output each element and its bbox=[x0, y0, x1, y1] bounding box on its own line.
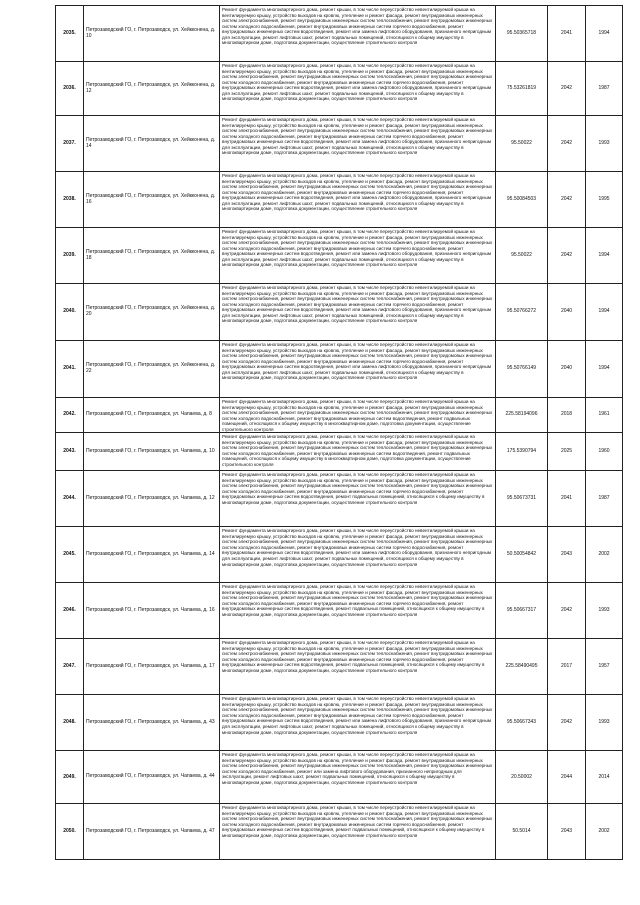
row-construction-year: 2002 bbox=[586, 804, 623, 860]
table-row bbox=[56, 433, 623, 471]
row-address: Петрозаводский ГО, г. Петрозаводск, ул. Хейкконена, д. 12 bbox=[84, 62, 220, 116]
row-planned-year: 2025 bbox=[548, 433, 586, 471]
row-planned-year: 2042 bbox=[548, 62, 586, 116]
row-works-list: Ремонт фундамента многоквартирного дома, ремонт крыши, в том числе переустройство невентилируемой крыши на вентилируемую крышу, устройство выходов на кровлю, утепление и ремонт фасада, ремонт внутридомовых инженерных систем электроснабжения, ремонт внутридомовых инженерных систем теплоснабжения, ремонт внутридомовых инженерных систем холодного водоснабжения, ремонт внутридомовых инженерных систем горячего водоснабжения, ремонт внутридомовых инженерных систем водоотведения, ремонт подвальных помещений, относящихся к общему имуществу в многоквартирном доме, подготовка документации, осуществление строительного контроля bbox=[220, 583, 496, 639]
table-row bbox=[56, 471, 623, 527]
row-planned-year: 2018 bbox=[548, 398, 586, 433]
row-works-list: Ремонт фундамента многоквартирного дома, ремонт крыши, в том числе переустройство невентилируемой крыши на вентилируемую крышу, устройство выходов на кровлю, утепление и ремонт фасада, ремонт внутридомовых инженерных систем электроснабжения, ремонт внутридомовых инженерных систем теплоснабжения, ремонт внутридомовых инженерных систем холодного водоснабжения, ремонт внутридомовых инженерных систем горячего водоснабжения, ремонт внутридомовых инженерных систем водоотведения, ремонт или замена лифтового оборудования, признанного непригодным для эксплуатации, ремонт лифтовых шахт, ремонт подвальных помещений, относящихся к общему имуществу в многоквартирном доме, подготовка документации, осуществление строительного контроля bbox=[220, 527, 496, 583]
row-planned-year: 2040 bbox=[548, 341, 586, 398]
row-number: 2050. bbox=[56, 804, 84, 860]
row-planned-year: 2042 bbox=[548, 583, 586, 639]
row-cost: 50.5014 bbox=[496, 804, 548, 860]
row-number: 2035. bbox=[56, 6, 84, 62]
table-row bbox=[56, 639, 623, 695]
row-address: Петрозаводский ГО, г. Петрозаводск, ул. Чапаева, д. 43 bbox=[84, 695, 220, 751]
row-cost: 95.50766149 bbox=[496, 341, 548, 398]
row-works-list: Ремонт фундамента многоквартирного дома, ремонт крыши, в том числе переустройство невентилируемой крыши на вентилируемую крышу, устройство выходов на кровлю, утепление и ремонт фасада, ремонт внутридомовых инженерных систем электроснабжения, ремонт внутридомовых инженерных систем теплоснабжения, ремонт внутридомовых инженерных систем холодного водоснабжения, ремонт внутридомовых инженерных систем горячего водоснабжения, ремонт внутридомовых инженерных систем водоотведения, ремонт или замена лифтового оборудования, признанного непригодным для эксплуатации, ремонт лифтовых шахт, ремонт подвальных помещений, относящихся к общему имуществу в многоквартирном доме, подготовка документации, осуществление строительного контроля bbox=[220, 284, 496, 341]
row-planned-year: 2017 bbox=[548, 639, 586, 695]
row-construction-year: 2014 bbox=[586, 751, 623, 804]
row-address: Петрозаводский ГО, г. Петрозаводск, ул. Хейкконена, д. 20 bbox=[84, 284, 220, 341]
row-address: Петрозаводский ГО, г. Петрозаводск, ул. Чапаева, д. 14 bbox=[84, 527, 220, 583]
row-works-list: Ремонт фундамента многоквартирного дома, ремонт крыши, в том числе переустройство невентилируемой крыши на вентилируемую крышу, устройство выходов на кровлю, утепление и ремонт фасада, ремонт внутридомовых инженерных систем электроснабжения, ремонт внутридомовых инженерных систем теплоснабжения, ремонт внутридомовых инженерных систем холодного водоснабжения, ремонт внутридомовых инженерных систем горячего водоснабжения, ремонт внутридомовых инженерных систем водоотведения, ремонт или замена лифтового оборудования, признанного непригодным для эксплуатации, ремонт лифтовых шахт, ремонт подвальных помещений, относящихся к общему имуществу в многоквартирном доме, подготовка документации, осуществление строительного контроля bbox=[220, 695, 496, 751]
row-address: Петрозаводский ГО, г. Петрозаводск, ул. Чапаева, д. 44 bbox=[84, 751, 220, 804]
row-address: Петрозаводский ГО, г. Петрозаводск, ул. Чапаева, д. 16 bbox=[84, 583, 220, 639]
row-address: Петрозаводский ГО, г. Петрозаводск, ул. Хейкконена, д. 18 bbox=[84, 228, 220, 284]
table-row bbox=[56, 116, 623, 172]
row-address: Петрозаводский ГО, г. Петрозаводск, ул. Чапаева, д. 47 bbox=[84, 804, 220, 860]
row-construction-year: 1987 bbox=[586, 62, 623, 116]
row-works-list: Ремонт фундамента многоквартирного дома, ремонт крыши, в том числе переустройство невентилируемой крыши на вентилируемую крышу, устройство выходов на кровлю, утепление и ремонт фасада, ремонт внутридомовых инженерных систем электроснабжения, ремонт внутридомовых инженерных систем теплоснабжения, ремонт внутридомовых инженерных систем холодного водоснабжения, ремонт внутридомовых инженерных систем горячего водоснабжения, ремонт внутридомовых инженерных систем водоотведения, ремонт или замена лифтового оборудования, признанного непригодным для эксплуатации, ремонт лифтовых шахт, ремонт подвальных помещений, относящихся к общему имуществу в многоквартирном доме, подготовка документации, осуществление строительного контроля bbox=[220, 116, 496, 172]
row-cost: 20.50002 bbox=[496, 751, 548, 804]
row-address: Петрозаводский ГО, г. Петрозаводск, ул. Хейкконена, д. 14 bbox=[84, 116, 220, 172]
row-works-list: Ремонт фундамента многоквартирного дома, ремонт крыши, в том числе переустройство невентилируемой крыши на вентилируемую крышу, устройство выходов на кровлю, утепление и ремонт фасада, ремонт внутридомовых инженерных систем электроснабжения, ремонт внутридомовых инженерных систем теплоснабжения, ремонт внутридомовых инженерных систем холодного водоснабжения, ремонт внутридомовых инженерных систем горячего водоснабжения, ремонт внутридомовых инженерных систем водоотведения, ремонт или замена лифтового оборудования, признанного непригодным для эксплуатации, ремонт лифтовых шахт, ремонт подвальных помещений, относящихся к общему имуществу в многоквартирном доме, подготовка документации, осуществление строительного контроля bbox=[220, 341, 496, 398]
document-page bbox=[55, 5, 622, 860]
table-row bbox=[56, 284, 623, 341]
row-construction-year: 1957 bbox=[586, 639, 623, 695]
row-cost: 75.53261819 bbox=[496, 62, 548, 116]
table-row bbox=[56, 228, 623, 284]
table-row bbox=[56, 695, 623, 751]
row-number: 2040. bbox=[56, 284, 84, 341]
row-planned-year: 2043 bbox=[548, 527, 586, 583]
row-planned-year: 2042 bbox=[548, 172, 586, 228]
table-row bbox=[56, 172, 623, 228]
row-number: 2049. bbox=[56, 751, 84, 804]
row-cost: 95.50766272 bbox=[496, 284, 548, 341]
row-number: 2047. bbox=[56, 639, 84, 695]
row-works-list: Ремонт фундамента многоквартирного дома, ремонт крыши, в том числе переустройство невентилируемой крыши на вентилируемую крышу, устройство выходов на кровлю, утепление и ремонт фасада, ремонт внутридомовых инженерных систем электроснабжения, ремонт внутридомовых инженерных систем теплоснабжения, ремонт внутридомовых инженерных систем холодного водоснабжения, ремонт внутридомовых инженерных систем горячего водоснабжения, ремонт внутридомовых инженерных систем водоотведения, ремонт подвальных помещений, относящихся к общему имуществу в многоквартирном доме, подготовка документации, осуществление строительного контроля bbox=[220, 639, 496, 695]
row-number: 2037. bbox=[56, 116, 84, 172]
row-construction-year: 1993 bbox=[586, 695, 623, 751]
table-row bbox=[56, 398, 623, 433]
table-row bbox=[56, 62, 623, 116]
row-cost: 50.50054842 bbox=[496, 527, 548, 583]
row-planned-year: 2043 bbox=[548, 804, 586, 860]
row-planned-year: 2041 bbox=[548, 6, 586, 62]
row-address: Петрозаводский ГО, г. Петрозаводск, ул. Чапаева, д. 12 bbox=[84, 471, 220, 527]
row-planned-year: 2041 bbox=[548, 471, 586, 527]
row-planned-year: 2044 bbox=[548, 751, 586, 804]
table-row bbox=[56, 751, 623, 804]
row-cost: 95.50365718 bbox=[496, 6, 548, 62]
row-number: 2039. bbox=[56, 228, 84, 284]
row-works-list: Ремонт фундамента многоквартирного дома, ремонт крыши, в том числе переустройство невентилируемой крыши на вентилируемую крышу, устройство выходов на кровлю, утепление и ремонт фасада, ремонт внутридомовых инженерных систем электроснабжения, ремонт внутридомовых инженерных систем теплоснабжения, ремонт внутридомовых инженерных систем холодного водоснабжения, ремонт внутридомовых инженерных систем водоотведения, ремонт подвальных помещений, относящихся к общему имуществу в многоквартирном доме, подготовка документации, осуществление строительного контроля bbox=[220, 398, 496, 433]
row-number: 2044. bbox=[56, 471, 84, 527]
row-planned-year: 2042 bbox=[548, 228, 586, 284]
row-number: 2046. bbox=[56, 583, 84, 639]
row-construction-year: 2002 bbox=[586, 527, 623, 583]
table-row bbox=[56, 6, 623, 62]
row-address: Петрозаводский ГО, г. Петрозаводск, ул. Хейкконена, д. 22 bbox=[84, 341, 220, 398]
row-construction-year: 1994 bbox=[586, 284, 623, 341]
row-works-list: Ремонт фундамента многоквартирного дома, ремонт крыши, в том числе переустройство невентилируемой крыши на вентилируемую крышу, устройство выходов на кровлю, утепление и ремонт фасада, ремонт внутридомовых инженерных систем электроснабжения, ремонт внутридомовых инженерных систем теплоснабжения, ремонт внутридомовых инженерных систем холодного водоснабжения, ремонт внутридомовых инженерных систем горячего водоснабжения, ремонт внутридомовых инженерных систем водоотведения, ремонт или замена лифтового оборудования, признанного непригодным для эксплуатации, ремонт лифтовых шахт, ремонт подвальных помещений, относящихся к общему имуществу в многоквартирном доме, подготовка документации, осуществление строительного контроля bbox=[220, 172, 496, 228]
row-works-list: Ремонт фундамента многоквартирного дома, ремонт крыши, в том числе переустройство невентилируемой крыши на вентилируемую крышу, устройство выходов на кровлю, утепление и ремонт фасада, ремонт внутридомовых инженерных систем электроснабжения, ремонт внутридомовых инженерных систем теплоснабжения, ремонт внутридомовых инженерных систем холодного водоснабжения, ремонт внутридомовых инженерных систем горячего водоснабжения, ремонт внутридомовых инженерных систем водоотведения, ремонт или замена лифтового оборудования, признанного непригодным для эксплуатации, ремонт лифтовых шахт, ремонт подвальных помещений, относящихся к общему имуществу в многоквартирном доме, подготовка документации, осуществление строительного контроля bbox=[220, 228, 496, 284]
row-number: 2036. bbox=[56, 62, 84, 116]
row-cost: 225.58490495 bbox=[496, 639, 548, 695]
row-number: 2045. bbox=[56, 527, 84, 583]
row-number: 2041. bbox=[56, 341, 84, 398]
row-number: 2043. bbox=[56, 433, 84, 471]
row-cost: 95.50673731 bbox=[496, 471, 548, 527]
row-construction-year: 1961 bbox=[586, 398, 623, 433]
row-construction-year: 1960 bbox=[586, 433, 623, 471]
row-construction-year: 1987 bbox=[586, 471, 623, 527]
row-planned-year: 2042 bbox=[548, 116, 586, 172]
row-works-list: Ремонт фундамента многоквартирного дома, ремонт крыши, в том числе переустройство невентилируемой крыши на вентилируемую крышу, устройство выходов на кровлю, утепление и ремонт фасада, ремонт внутридомовых инженерных систем электроснабжения, ремонт внутридомовых инженерных систем теплоснабжения, ремонт внутридомовых инженерных систем холодного водоснабжения, ремонт внутридомовых инженерных систем горячего водоснабжения, ремонт внутридомовых инженерных систем водоотведения, ремонт подвальных помещений, относящихся к общему имуществу в многоквартирном доме, подготовка документации, осуществление строительного контроля bbox=[220, 471, 496, 527]
row-works-list: Ремонт фундамента многоквартирного дома, ремонт крыши, в том числе переустройство невентилируемой крыши на вентилируемую крышу, устройство выходов на кровлю, утепление и ремонт фасада, ремонт внутридомовых инженерных систем электроснабжения, ремонт внутридомовых инженерных систем теплоснабжения, ремонт внутридомовых инженерных систем холодного водоснабжения, ремонт внутридомовых инженерных систем горячего водоснабжения, ремонт внутридомовых инженерных систем водоотведения, ремонт или замена лифтового оборудования, признанного непригодным для эксплуатации, ремонт лифтовых шахт, ремонт подвальных помещений, относящихся к общему имуществу в многоквартирном доме, подготовка документации, осуществление строительного контроля bbox=[220, 62, 496, 116]
row-planned-year: 2042 bbox=[548, 695, 586, 751]
row-construction-year: 1994 bbox=[586, 6, 623, 62]
row-construction-year: 1993 bbox=[586, 583, 623, 639]
row-works-list: Ремонт фундамента многоквартирного дома, ремонт крыши, в том числе переустройство невентилируемой крыши на вентилируемую крышу, устройство выходов на кровлю, утепление и ремонт фасада, ремонт внутридомовых инженерных систем электроснабжения, ремонт внутридомовых инженерных систем теплоснабжения, ремонт внутридомовых инженерных систем холодного водоснабжения, ремонт внутридомовых инженерных систем водоотведения, ремонт подвальных помещений, относящихся к общему имуществу в многоквартирном доме, подготовка документации, осуществление строительного контроля bbox=[220, 433, 496, 471]
row-works-list: Ремонт фундамента многоквартирного дома, ремонт крыши, в том числе переустройство невентилируемой крыши на вентилируемую крышу, устройство выходов на кровлю, утепление и ремонт фасада, ремонт внутридомовых инженерных систем электроснабжения, ремонт внутридомовых инженерных систем теплоснабжения, ремонт внутридомовых инженерных систем холодного водоснабжения, ремонт внутридомовых инженерных систем горячего водоснабжения, ремонт внутридомовых инженерных систем водоотведения, ремонт или замена лифтового оборудования, признанного непригодным для эксплуатации, ремонт лифтовых шахт, ремонт подвальных помещений, относящихся к общему имуществу в многоквартирном доме, подготовка документации, осуществление строительного контроля bbox=[220, 6, 496, 62]
row-cost: 175.5390794 bbox=[496, 433, 548, 471]
table-row bbox=[56, 583, 623, 639]
row-number: 2038. bbox=[56, 172, 84, 228]
table-row bbox=[56, 804, 623, 860]
row-address: Петрозаводский ГО, г. Петрозаводск, ул. Чапаева, д. 10 bbox=[84, 433, 220, 471]
row-cost: 95.50022 bbox=[496, 228, 548, 284]
table-row bbox=[56, 527, 623, 583]
row-address: Петрозаводский ГО, г. Петрозаводск, ул. Хейкконена, д. 16 bbox=[84, 172, 220, 228]
table-row bbox=[56, 341, 623, 398]
capital-repair-table bbox=[55, 5, 623, 860]
row-construction-year: 1994 bbox=[586, 341, 623, 398]
row-address: Петрозаводский ГО, г. Петрозаводск, ул. Хейкконена, д. 10 bbox=[84, 6, 220, 62]
row-number: 2048. bbox=[56, 695, 84, 751]
row-address: Петрозаводский ГО, г. Петрозаводск, ул. Чапаева, д. 17 bbox=[84, 639, 220, 695]
row-cost: 95.50084503 bbox=[496, 172, 548, 228]
row-construction-year: 1993 bbox=[586, 116, 623, 172]
row-construction-year: 1995 bbox=[586, 172, 623, 228]
row-works-list: Ремонт фундамента многоквартирного дома, ремонт крыши, в том числе переустройство невентилируемой крыши на вентилируемую крышу, устройство выходов на кровлю, утепление и ремонт фасада, ремонт внутридомовых инженерных систем электроснабжения, ремонт внутридомовых инженерных систем теплоснабжения, ремонт внутридомовых инженерных систем холодного водоснабжения, ремонт внутридомовых инженерных систем горячего водоснабжения, ремонт внутридомовых инженерных систем водоотведения, ремонт подвальных помещений, относящихся к общему имуществу в многоквартирном доме, подготовка документации, осуществление строительного контроля bbox=[220, 804, 496, 860]
row-construction-year: 1994 bbox=[586, 228, 623, 284]
table-body bbox=[56, 6, 623, 860]
row-cost: 225.58194096 bbox=[496, 398, 548, 433]
row-works-list: Ремонт фундамента многоквартирного дома, ремонт крыши, в том числе переустройство невентилируемой крыши на вентилируемую крышу, устройство выходов на кровлю, утепление и ремонт фасада, ремонт внутридомовых инженерных систем электроснабжения, ремонт внутридомовых инженерных систем теплоснабжения, ремонт внутридомовых инженерных систем холодного водоснабжения, ремонт или замена лифтового оборудования, признанного непригодным для эксплуатации, ремонт лифтовых шахт, ремонт подвальных помещений, относящихся к общему имуществу в многоквартирном доме, подготовка документации, осуществление строительного контроля bbox=[220, 751, 496, 804]
row-planned-year: 2040 bbox=[548, 284, 586, 341]
row-cost: 95.50667343 bbox=[496, 695, 548, 751]
row-cost: 95.50667317 bbox=[496, 583, 548, 639]
row-cost: 95.50022 bbox=[496, 116, 548, 172]
row-address: Петрозаводский ГО, г. Петрозаводск, ул. Чапаева, д. 8 bbox=[84, 398, 220, 433]
row-number: 2042. bbox=[56, 398, 84, 433]
